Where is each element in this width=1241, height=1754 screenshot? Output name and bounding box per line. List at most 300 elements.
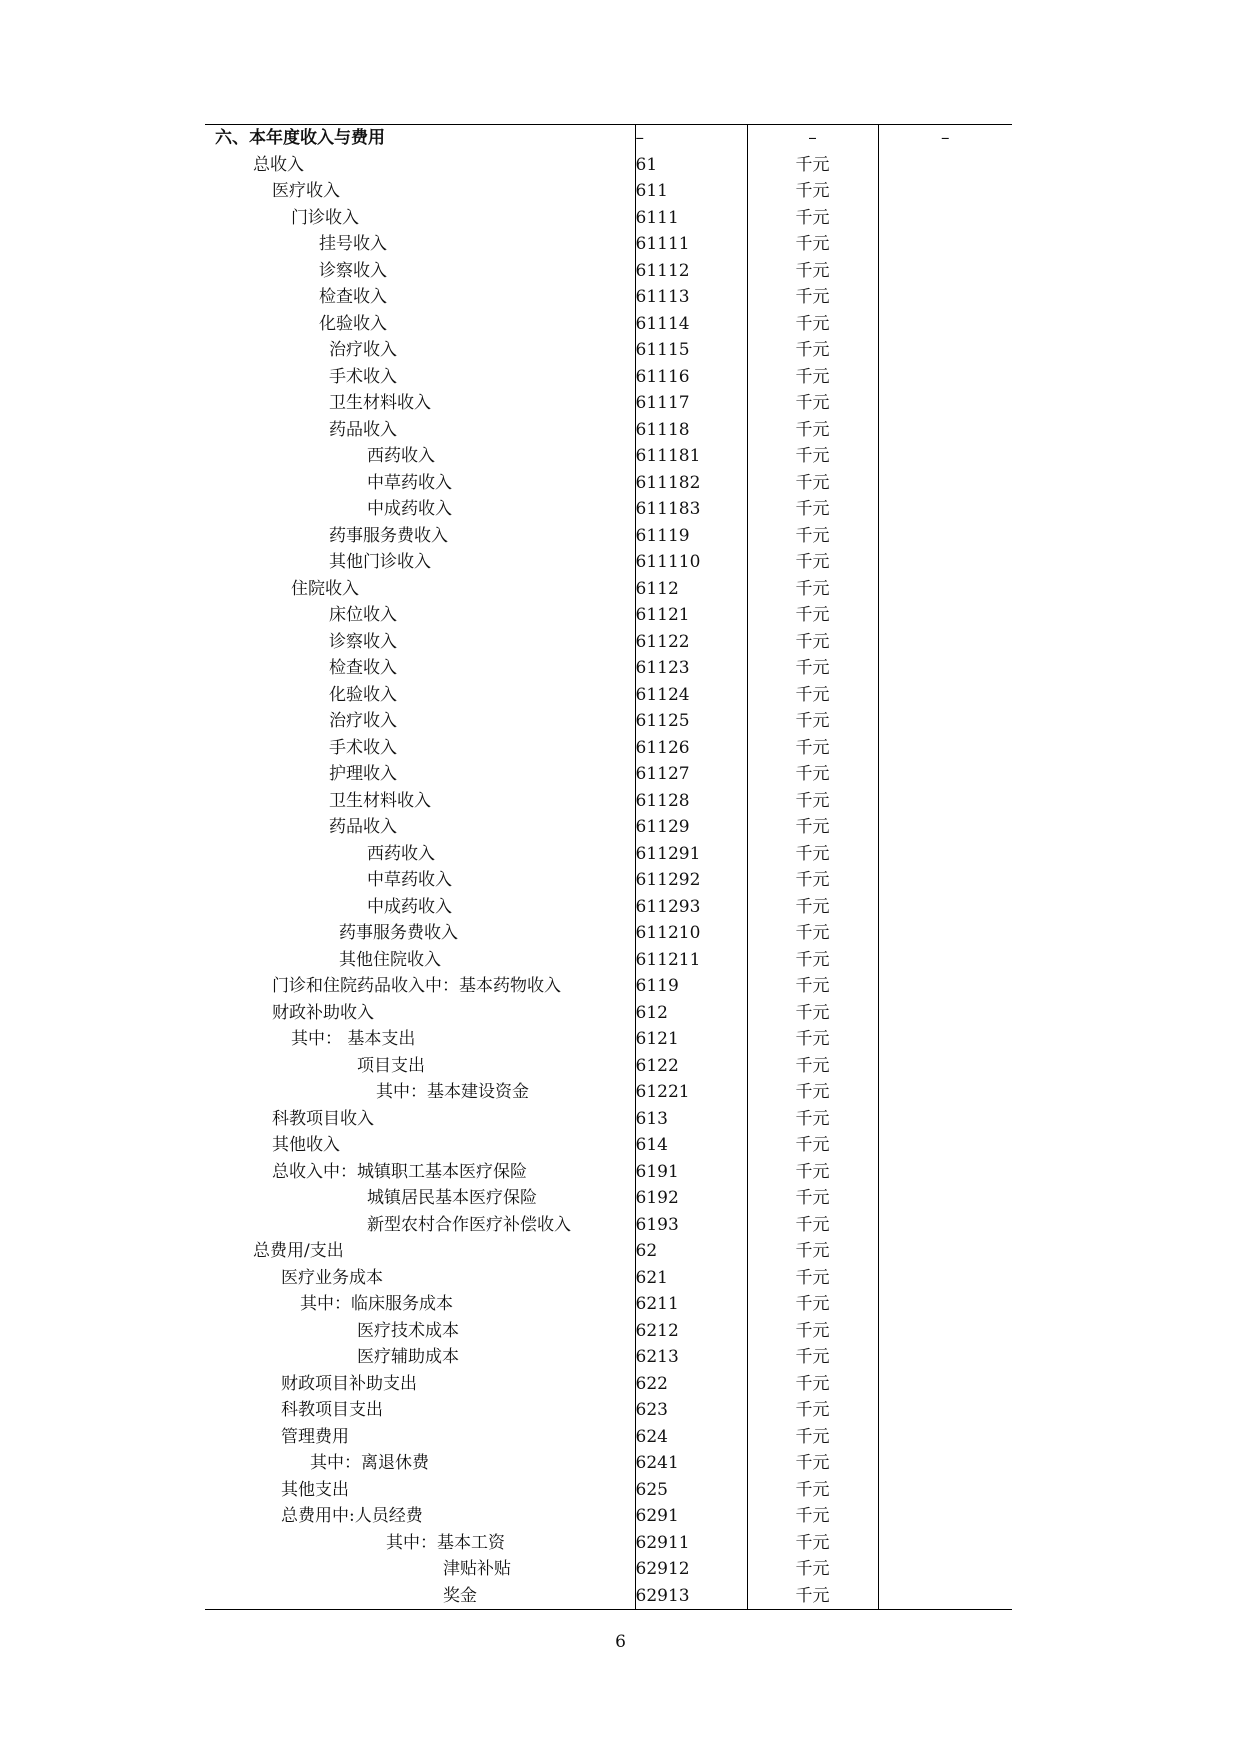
item-code: 6119 [635, 973, 747, 1000]
table-row [205, 337, 1012, 364]
table-row [205, 1053, 1012, 1080]
item-name-cell [205, 814, 635, 841]
item-unit: 千元 [747, 178, 878, 205]
item-name-cell [205, 470, 635, 497]
table-row [205, 390, 1012, 417]
item-value [878, 1000, 1012, 1027]
item-name-cell [205, 258, 635, 285]
table-row [205, 1106, 1012, 1133]
item-name: 门诊收入 [291, 207, 359, 228]
item-name-cell [205, 894, 635, 921]
item-unit: 千元 [747, 867, 878, 894]
item-code: 61113 [635, 284, 747, 311]
table-row [205, 1397, 1012, 1424]
item-name-cell [205, 920, 635, 947]
item-unit: 千元 [747, 1265, 878, 1292]
table-row [205, 1185, 1012, 1212]
table-row [205, 1450, 1012, 1477]
item-name-cell [205, 231, 635, 258]
item-name: 其中：基本工资 [386, 1532, 505, 1553]
item-unit: 千元 [747, 1530, 878, 1557]
item-code: 61122 [635, 629, 747, 656]
item-name-cell [205, 1106, 635, 1133]
item-unit: 千元 [747, 602, 878, 629]
item-name-cell [205, 1556, 635, 1583]
item-unit: 千元 [747, 1503, 878, 1530]
item-code: 61124 [635, 682, 747, 709]
item-value [878, 1106, 1012, 1133]
item-name-cell [205, 337, 635, 364]
item-name-cell [205, 841, 635, 868]
item-value [878, 814, 1012, 841]
item-value [878, 1477, 1012, 1504]
item-name: 手术收入 [329, 366, 397, 387]
item-unit: 千元 [747, 761, 878, 788]
table-row [205, 549, 1012, 576]
item-value [878, 1053, 1012, 1080]
item-unit: 千元 [747, 894, 878, 921]
item-name-cell [205, 788, 635, 815]
table-row [205, 1026, 1012, 1053]
item-value [878, 1424, 1012, 1451]
item-name-cell [205, 549, 635, 576]
item-code: 61118 [635, 417, 747, 444]
section-title-cell [205, 125, 635, 152]
table-row [205, 311, 1012, 338]
item-value [878, 576, 1012, 603]
item-unit: 千元 [747, 1344, 878, 1371]
item-name: 中草药收入 [367, 870, 452, 890]
item-value [878, 523, 1012, 550]
item-code: 6192 [635, 1185, 747, 1212]
table-row [205, 1132, 1012, 1159]
item-name: 住院收入 [291, 578, 359, 599]
item-value [878, 735, 1012, 762]
table-row [205, 178, 1012, 205]
item-code: 61111 [635, 231, 747, 258]
item-code: 611183 [635, 496, 747, 523]
table-row [205, 443, 1012, 470]
item-name: 药品收入 [329, 817, 397, 837]
item-name: 管理费用 [281, 1426, 349, 1447]
item-value [878, 629, 1012, 656]
item-code: 6122 [635, 1053, 747, 1080]
table-row [205, 496, 1012, 523]
item-name-cell [205, 1344, 635, 1371]
item-unit: 千元 [747, 311, 878, 338]
item-name: 其他门诊收入 [329, 552, 431, 572]
table-row [205, 655, 1012, 682]
item-value [878, 1344, 1012, 1371]
table-row [205, 788, 1012, 815]
item-name: 西药收入 [367, 446, 435, 466]
item-code: 62913 [635, 1583, 747, 1610]
item-code: 6213 [635, 1344, 747, 1371]
item-unit: 千元 [747, 231, 878, 258]
item-name: 中成药收入 [367, 896, 452, 917]
item-unit: 千元 [747, 152, 878, 179]
item-name-cell [205, 311, 635, 338]
item-name: 护理收入 [329, 764, 397, 784]
item-value [878, 231, 1012, 258]
item-unit: 千元 [747, 205, 878, 232]
item-code: 62 [635, 1238, 747, 1265]
item-name: 手术收入 [329, 737, 397, 758]
table-row [205, 1159, 1012, 1186]
item-unit: 千元 [747, 708, 878, 735]
item-code: 6241 [635, 1450, 747, 1477]
item-value [878, 205, 1012, 232]
table-row [205, 1238, 1012, 1265]
item-code: 624 [635, 1424, 747, 1451]
item-name-cell [205, 576, 635, 603]
item-name: 医疗收入 [272, 181, 340, 201]
item-code: 61221 [635, 1079, 747, 1106]
item-unit: 千元 [747, 337, 878, 364]
income-expense-table [205, 124, 1012, 1610]
table-row [205, 258, 1012, 285]
item-code: 611 [635, 178, 747, 205]
table-row [205, 1556, 1012, 1583]
item-value [878, 364, 1012, 391]
item-name: 其中：临床服务成本 [300, 1294, 453, 1314]
item-unit: 千元 [747, 1106, 878, 1133]
table-row [205, 523, 1012, 550]
item-name-cell [205, 973, 635, 1000]
item-value [878, 1291, 1012, 1318]
item-name: 药事服务费收入 [339, 923, 458, 943]
item-value [878, 973, 1012, 1000]
table-row [205, 1318, 1012, 1345]
item-code: 611110 [635, 549, 747, 576]
table-row [205, 152, 1012, 179]
item-value [878, 788, 1012, 815]
item-value [878, 1530, 1012, 1557]
item-code: 61121 [635, 602, 747, 629]
item-unit: 千元 [747, 1450, 878, 1477]
item-unit: 千元 [747, 1026, 878, 1053]
item-code: 611182 [635, 470, 747, 497]
item-name-cell [205, 1185, 635, 1212]
item-name: 项目支出 [357, 1055, 425, 1076]
item-name: 医疗业务成本 [281, 1267, 383, 1288]
item-value [878, 178, 1012, 205]
item-name: 医疗辅助成本 [357, 1347, 459, 1367]
item-code: 611293 [635, 894, 747, 921]
item-name-cell [205, 629, 635, 656]
item-name: 挂号收入 [319, 234, 387, 254]
item-name: 门诊和住院药品收入中：基本药物收入 [272, 976, 561, 996]
table-row [205, 284, 1012, 311]
item-name: 其他收入 [272, 1135, 340, 1155]
item-value [878, 337, 1012, 364]
item-code: 61125 [635, 708, 747, 735]
item-unit: 千元 [747, 523, 878, 550]
item-value [878, 1079, 1012, 1106]
page-number: 6 [615, 1632, 626, 1652]
table-row [205, 417, 1012, 444]
item-name-cell [205, 1132, 635, 1159]
item-value [878, 761, 1012, 788]
table-row [205, 867, 1012, 894]
item-name-cell [205, 602, 635, 629]
item-unit: 千元 [747, 947, 878, 974]
item-code: 61115 [635, 337, 747, 364]
item-code: 6111 [635, 205, 747, 232]
item-value [878, 1185, 1012, 1212]
table-row [205, 470, 1012, 497]
section-heading-row [205, 125, 1012, 152]
item-name: 化验收入 [329, 684, 397, 705]
item-value [878, 920, 1012, 947]
item-code: 611181 [635, 443, 747, 470]
item-unit: 千元 [747, 814, 878, 841]
item-name-cell [205, 735, 635, 762]
item-name: 财政补助收入 [272, 1002, 374, 1023]
item-unit: 千元 [747, 973, 878, 1000]
item-code: 61 [635, 152, 747, 179]
item-unit: 千元 [747, 682, 878, 709]
item-name: 诊察收入 [329, 631, 397, 652]
table-row [205, 1477, 1012, 1504]
item-value [878, 1159, 1012, 1186]
item-value [878, 443, 1012, 470]
item-name-cell [205, 364, 635, 391]
item-code: 611211 [635, 947, 747, 974]
item-unit: 千元 [747, 284, 878, 311]
item-unit: 千元 [747, 788, 878, 815]
item-name-cell [205, 1000, 635, 1027]
item-unit: 千元 [747, 1291, 878, 1318]
item-value [878, 258, 1012, 285]
item-unit: 千元 [747, 258, 878, 285]
item-code: 625 [635, 1477, 747, 1504]
item-value [878, 284, 1012, 311]
item-name: 治疗收入 [329, 340, 397, 360]
item-unit: 千元 [747, 443, 878, 470]
item-code: 611291 [635, 841, 747, 868]
item-name-cell [205, 1583, 635, 1610]
section-title: 六、本年度收入与费用 [215, 128, 385, 148]
item-unit: 千元 [747, 1371, 878, 1398]
item-name-cell [205, 1503, 635, 1530]
table-row [205, 920, 1012, 947]
item-code: 622 [635, 1371, 747, 1398]
item-unit: 千元 [747, 1477, 878, 1504]
item-name-cell [205, 1159, 635, 1186]
item-value [878, 1371, 1012, 1398]
item-unit: 千元 [747, 576, 878, 603]
code-cell: – [635, 125, 747, 152]
item-code: 6211 [635, 1291, 747, 1318]
item-value [878, 708, 1012, 735]
item-unit: 千元 [747, 1079, 878, 1106]
item-name-cell [205, 708, 635, 735]
item-name-cell [205, 1053, 635, 1080]
item-name: 化验收入 [319, 313, 387, 334]
item-code: 61117 [635, 390, 747, 417]
item-unit: 千元 [747, 920, 878, 947]
table-row [205, 841, 1012, 868]
item-code: 6291 [635, 1503, 747, 1530]
item-code: 612 [635, 1000, 747, 1027]
item-unit: 千元 [747, 1000, 878, 1027]
item-name-cell [205, 867, 635, 894]
item-value [878, 867, 1012, 894]
item-code: 623 [635, 1397, 747, 1424]
item-unit: 千元 [747, 1318, 878, 1345]
item-code: 61123 [635, 655, 747, 682]
item-name-cell [205, 1026, 635, 1053]
item-unit: 千元 [747, 1212, 878, 1239]
item-code: 61114 [635, 311, 747, 338]
item-value [878, 496, 1012, 523]
item-unit: 千元 [747, 1238, 878, 1265]
item-name-cell [205, 443, 635, 470]
item-code: 62912 [635, 1556, 747, 1583]
table-row [205, 1424, 1012, 1451]
item-unit: 千元 [747, 549, 878, 576]
item-code: 61126 [635, 735, 747, 762]
item-name: 其他住院收入 [339, 949, 441, 970]
item-name-cell [205, 1371, 635, 1398]
item-unit: 千元 [747, 417, 878, 444]
item-name: 其中： 基本支出 [291, 1029, 416, 1049]
item-code: 61128 [635, 788, 747, 815]
item-code: 611210 [635, 920, 747, 947]
item-value [878, 311, 1012, 338]
item-value [878, 1503, 1012, 1530]
item-value [878, 947, 1012, 974]
item-value [878, 1026, 1012, 1053]
item-name: 检查收入 [329, 658, 397, 678]
item-value [878, 894, 1012, 921]
item-unit: 千元 [747, 629, 878, 656]
table-row [205, 894, 1012, 921]
item-value [878, 549, 1012, 576]
item-name: 药品收入 [329, 419, 397, 440]
item-name: 卫生材料收入 [329, 393, 431, 413]
item-name-cell [205, 1424, 635, 1451]
item-name-cell [205, 682, 635, 709]
item-value [878, 390, 1012, 417]
item-name: 科教项目收入 [272, 1108, 374, 1129]
item-value [878, 1450, 1012, 1477]
table-row [205, 1000, 1012, 1027]
item-name: 中草药收入 [367, 472, 452, 493]
item-name-cell [205, 152, 635, 179]
item-name-cell [205, 205, 635, 232]
item-name: 床位收入 [329, 605, 397, 625]
item-name-cell [205, 417, 635, 444]
item-name-cell [205, 1397, 635, 1424]
table-row [205, 629, 1012, 656]
item-name-cell [205, 390, 635, 417]
item-code: 61112 [635, 258, 747, 285]
item-code: 613 [635, 1106, 747, 1133]
item-value [878, 1556, 1012, 1583]
item-unit: 千元 [747, 1159, 878, 1186]
table-row [205, 1265, 1012, 1292]
item-name: 奖金 [443, 1585, 477, 1606]
item-name-cell [205, 1079, 635, 1106]
table-row [205, 602, 1012, 629]
item-unit: 千元 [747, 735, 878, 762]
item-value [878, 1318, 1012, 1345]
item-name: 其他支出 [281, 1479, 349, 1500]
item-value [878, 1132, 1012, 1159]
item-name: 津贴补贴 [443, 1559, 511, 1579]
item-code: 6212 [635, 1318, 747, 1345]
item-unit: 千元 [747, 1053, 878, 1080]
item-name-cell [205, 1450, 635, 1477]
item-name-cell [205, 1530, 635, 1557]
table-row [205, 205, 1012, 232]
item-unit: 千元 [747, 655, 878, 682]
item-name: 诊察收入 [319, 260, 387, 281]
item-name-cell [205, 1265, 635, 1292]
item-value [878, 1238, 1012, 1265]
table-row [205, 814, 1012, 841]
item-name: 城镇居民基本医疗保险 [367, 1188, 537, 1208]
item-name: 药事服务费收入 [329, 525, 448, 546]
item-name: 科教项目支出 [281, 1400, 383, 1420]
item-code: 62911 [635, 1530, 747, 1557]
item-value [878, 1583, 1012, 1610]
item-name: 总收入中：城镇职工基本医疗保险 [272, 1161, 527, 1182]
table-row [205, 1079, 1012, 1106]
item-name-cell [205, 947, 635, 974]
item-unit: 千元 [747, 1397, 878, 1424]
item-name: 卫生材料收入 [329, 790, 431, 811]
item-name-cell [205, 284, 635, 311]
item-unit: 千元 [747, 496, 878, 523]
table-row [205, 682, 1012, 709]
table-row [205, 1212, 1012, 1239]
table-row [205, 231, 1012, 258]
item-name-cell [205, 496, 635, 523]
item-name: 总收入 [253, 154, 304, 175]
item-code: 61116 [635, 364, 747, 391]
item-value [878, 417, 1012, 444]
item-unit: 千元 [747, 1556, 878, 1583]
item-code: 61129 [635, 814, 747, 841]
item-name-cell [205, 761, 635, 788]
item-unit: 千元 [747, 1185, 878, 1212]
item-unit: 千元 [747, 470, 878, 497]
item-code: 614 [635, 1132, 747, 1159]
item-name-cell [205, 178, 635, 205]
table-row [205, 1583, 1012, 1610]
item-value [878, 1397, 1012, 1424]
value-cell: – [878, 125, 1012, 152]
item-code: 611292 [635, 867, 747, 894]
table-row [205, 735, 1012, 762]
table-row [205, 1530, 1012, 1557]
item-name: 财政项目补助支出 [281, 1373, 417, 1394]
item-value [878, 1212, 1012, 1239]
table-row [205, 364, 1012, 391]
table-row [205, 1371, 1012, 1398]
item-unit: 千元 [747, 1583, 878, 1610]
item-name: 医疗技术成本 [357, 1320, 459, 1341]
item-name-cell [205, 1238, 635, 1265]
item-name: 检查收入 [319, 287, 387, 307]
item-value [878, 152, 1012, 179]
item-value [878, 602, 1012, 629]
item-name-cell [205, 1291, 635, 1318]
item-value [878, 682, 1012, 709]
